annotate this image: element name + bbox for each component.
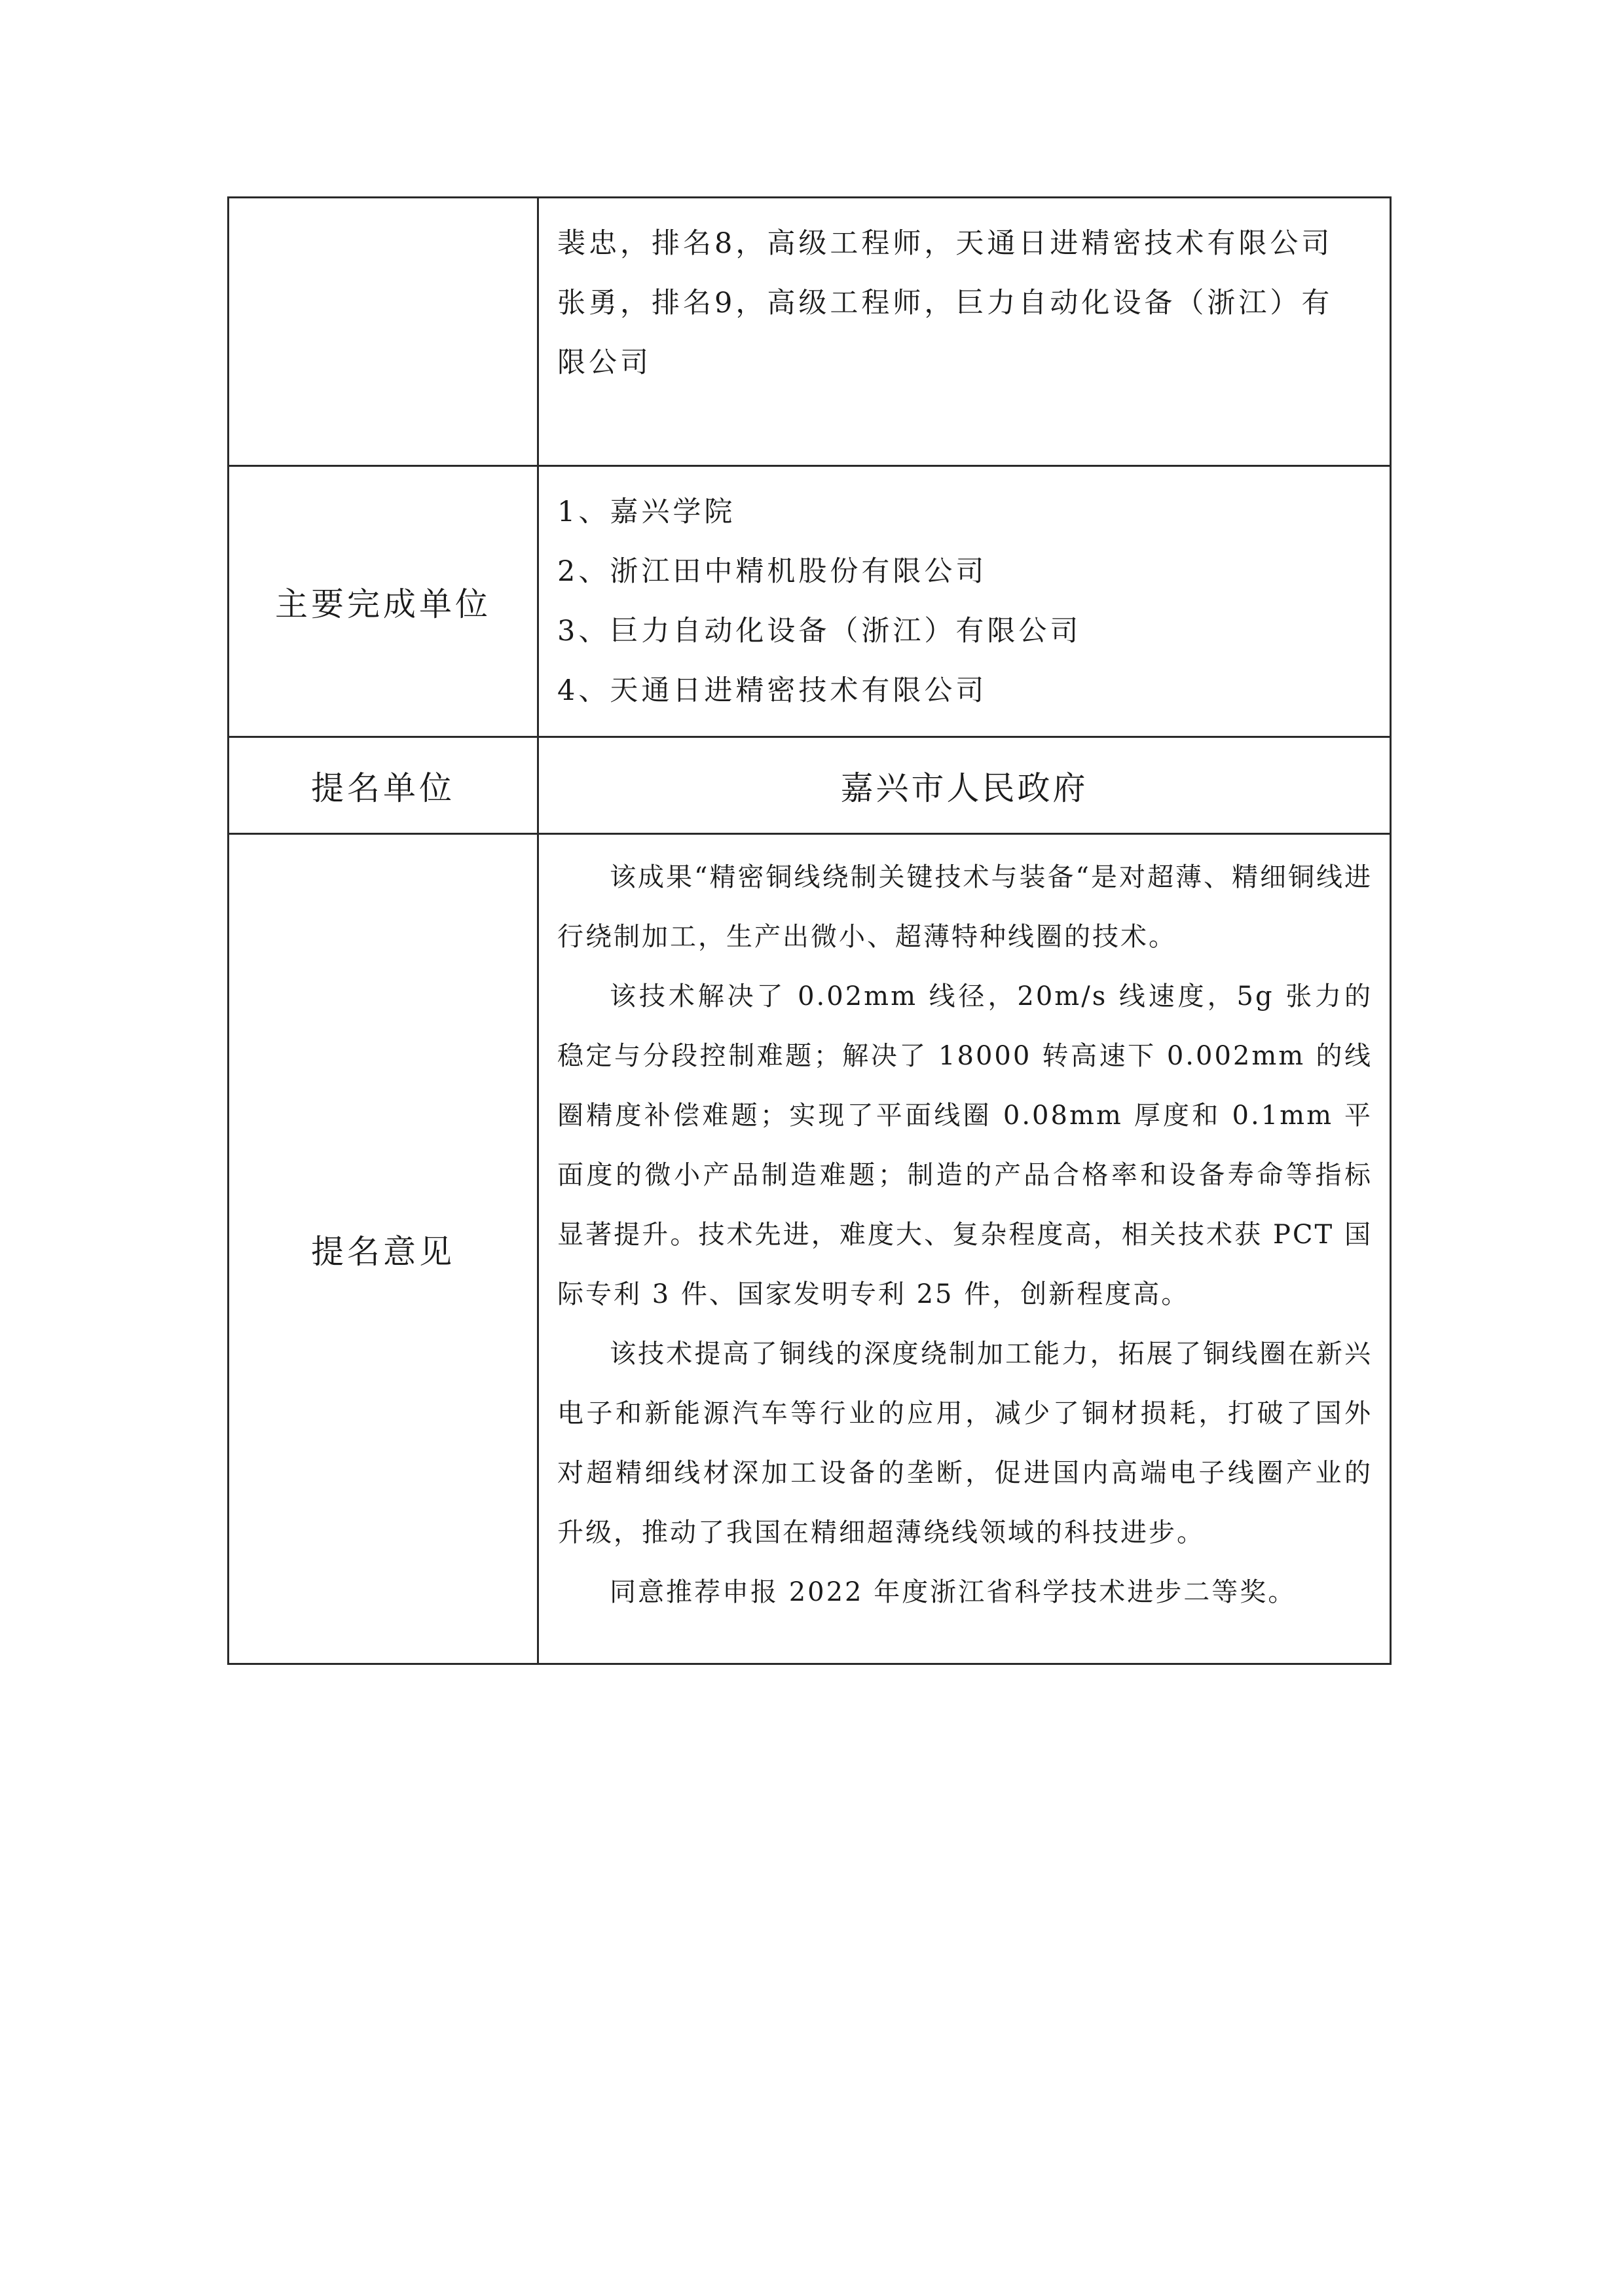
opinion-content-cell bbox=[538, 834, 1391, 1664]
main-units-label: 主要完成单位 bbox=[275, 585, 491, 623]
opinion-paragraph: 该技术提高了铜线的深度绕制加工能力，拓展了铜线圈在新兴电子和新能源汽车等行业的应用，减少了铜材损耗，打破了国外对超精细线材深加工设备的垄断，促进国内高端电子线圈产业的升级，推动了我国在精细超薄绕线领域的科技进步。 bbox=[557, 1339, 1373, 1548]
nominator-row bbox=[229, 737, 1391, 834]
opinion-row bbox=[229, 834, 1391, 1664]
unit-item: 3、巨力自动化设备（浙江）有限公司 bbox=[557, 614, 1082, 647]
main-units-content-cell bbox=[538, 466, 1391, 737]
unit-item: 1、嘉兴学院 bbox=[557, 495, 736, 528]
unit-item: 2、浙江田中精机股份有限公司 bbox=[557, 555, 987, 588]
main-units-row bbox=[229, 466, 1391, 737]
opinion-text bbox=[539, 835, 1390, 1622]
nominator-value-cell bbox=[538, 737, 1391, 834]
opinion-label-cell bbox=[229, 834, 538, 1664]
completers-list bbox=[539, 198, 1390, 393]
completers-label-cell bbox=[229, 198, 538, 466]
completer-line: 限公司 bbox=[557, 346, 652, 379]
opinion-label: 提名意见 bbox=[311, 1232, 455, 1271]
nominator-label: 提名单位 bbox=[311, 769, 455, 807]
main-units-list bbox=[539, 483, 1390, 721]
completer-line: 裴忠，排名8，高级工程师，天通日进精密技术有限公司 bbox=[557, 227, 1333, 260]
nominator-value: 嘉兴市人民政府 bbox=[840, 769, 1088, 807]
opinion-paragraph: 同意推荐申报 2022 年度浙江省科学技术进步二等奖。 bbox=[610, 1577, 1297, 1607]
completer-line: 张勇，排名9，高级工程师，巨力自动化设备（浙江）有 bbox=[557, 287, 1333, 319]
nominator-label-cell bbox=[229, 737, 538, 834]
unit-item: 4、天通日进精密技术有限公司 bbox=[557, 674, 987, 707]
main-units-label-cell bbox=[229, 466, 538, 737]
opinion-paragraph: 该成果“精密铜线绕制关键技术与装备“是对超薄、精细铜线进行绕制加工，生产出微小、超薄特种线圈的技术。 bbox=[557, 862, 1373, 952]
opinion-paragraph: 该技术解决了 0.02mm 线径，20m/s 线速度，5g 张力的稳定与分段控制难题；解决了 18000 转高速下 0.002mm 的线圈精度补偿难题；实现了平面线圈 0.08mm 厚度和 0.1mm 平面度的微小产品制造难题；制造的产品合格率和设备寿命等指标显著提升。技术先进，难度大、复杂程度高，相关技术获 PCT 国际专利 3 件、国家发明专利 25 件，创新程度高。 bbox=[557, 981, 1373, 1309]
nomination-form-table bbox=[227, 196, 1392, 1665]
completers-content-cell bbox=[538, 198, 1391, 466]
completers-row bbox=[229, 198, 1391, 466]
